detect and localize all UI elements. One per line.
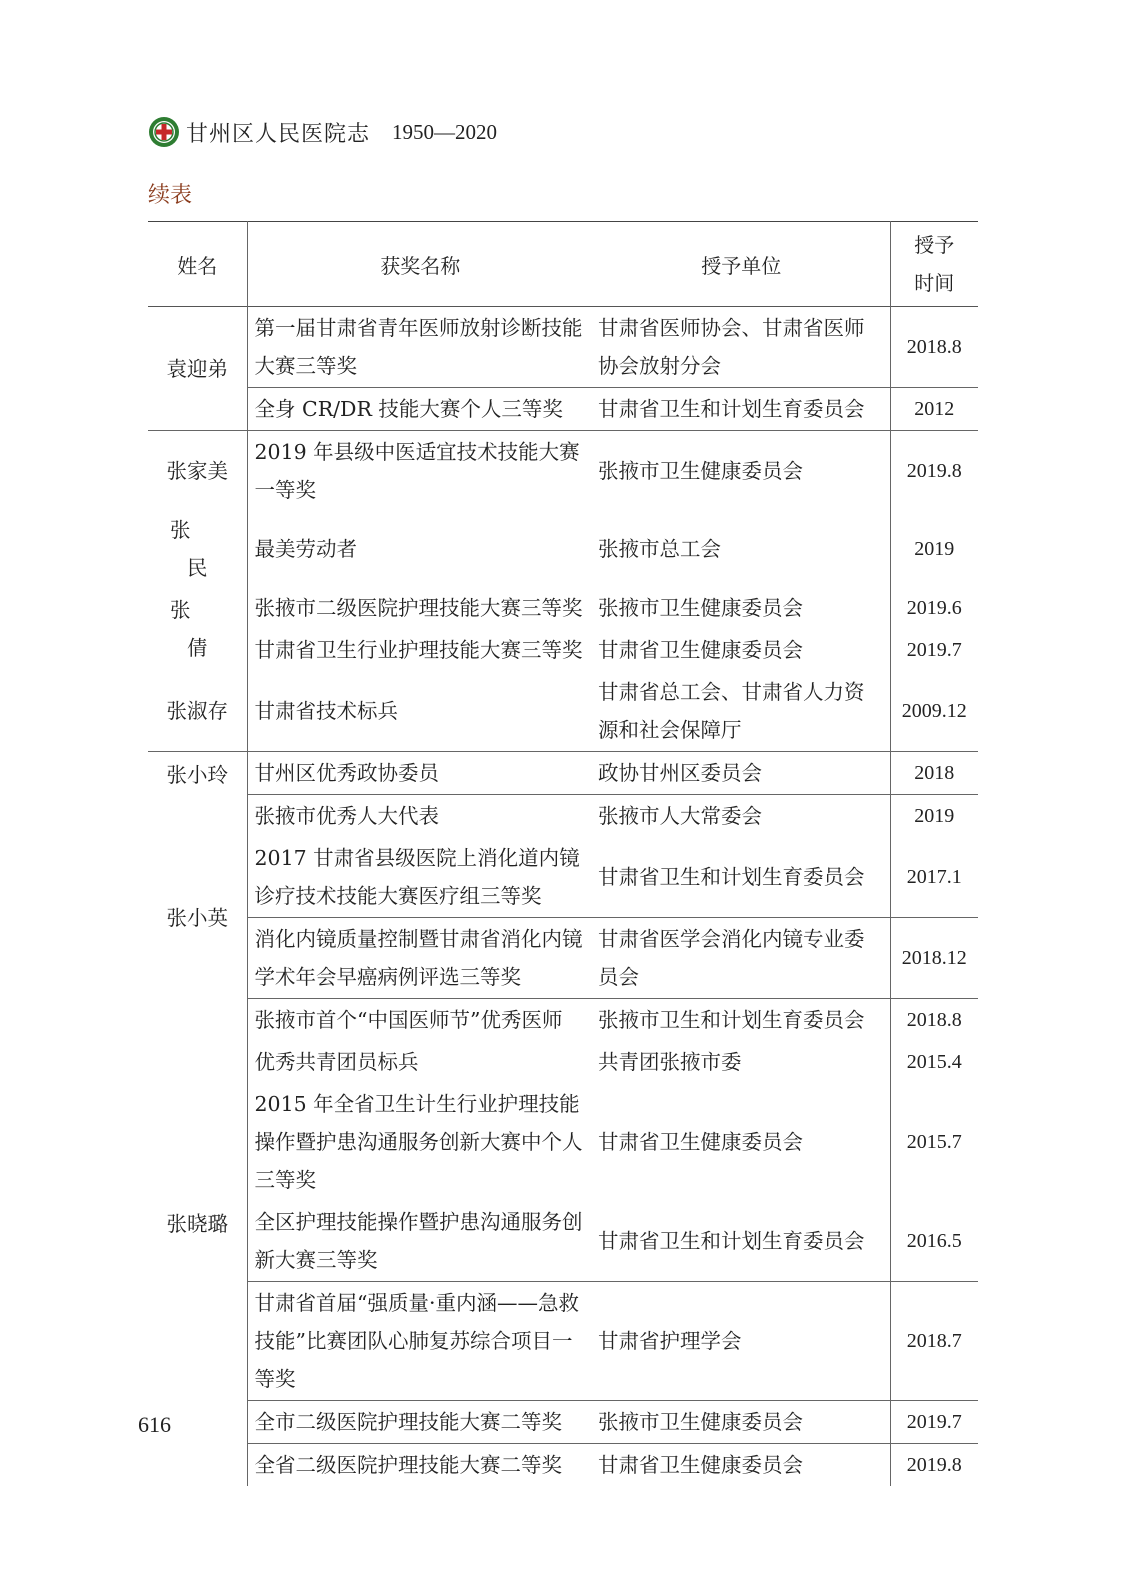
book-title: 甘州区人民医院志 xyxy=(186,121,371,147)
unit-cell: 张掖市卫生健康委员会 xyxy=(593,1401,890,1444)
time-cell: 2018.8 xyxy=(890,999,978,1042)
time-cell: 2019 xyxy=(890,795,978,838)
table-row xyxy=(148,388,978,431)
table-row xyxy=(148,752,978,795)
unit-cell: 甘肃省总工会、甘肃省人力资源和社会保障厅 xyxy=(598,680,865,742)
person-name: 张小玲 xyxy=(148,752,247,838)
time-cell: 2017.1 xyxy=(890,837,978,918)
unit-cell: 张掖市人大常委会 xyxy=(593,795,890,838)
header-name: 姓名 xyxy=(148,222,247,307)
running-header xyxy=(148,114,497,150)
table-row xyxy=(148,795,978,838)
unit-cell: 甘肃省护理学会 xyxy=(593,1282,890,1401)
time-cell: 2019.8 xyxy=(890,431,978,512)
time-cell: 2016.5 xyxy=(890,1201,978,1282)
time-cell: 2018.12 xyxy=(890,918,978,999)
time-cell: 2012 xyxy=(890,388,978,431)
time-cell: 2019.8 xyxy=(890,1444,978,1487)
table-row xyxy=(148,1041,978,1083)
unit-cell: 甘肃省卫生健康委员会 xyxy=(598,638,803,662)
book-years: 1950—2020 xyxy=(392,119,498,144)
unit-cell: 甘肃省卫生和计划生育委员会 xyxy=(598,865,865,889)
award-cell: 张掖市二级医院护理技能大赛三等奖 xyxy=(254,596,583,620)
table-row xyxy=(148,629,978,671)
award-cell: 最美劳动者 xyxy=(254,537,357,561)
person-name: 袁迎弟 xyxy=(148,307,247,431)
award-cell: 甘肃省卫生行业护理技能大赛三等奖 xyxy=(254,638,583,662)
unit-cell: 政协甘州区委员会 xyxy=(593,752,890,795)
award-cell: 张掖市优秀人大代表 xyxy=(247,795,593,838)
header-award: 获奖名称 xyxy=(380,253,461,278)
time-cell: 2019.6 xyxy=(890,587,978,629)
time-cell: 2018.8 xyxy=(890,307,978,388)
award-cell: 全市二级医院护理技能大赛二等奖 xyxy=(247,1401,593,1444)
unit-cell: 甘肃省卫生健康委员会 xyxy=(593,1444,890,1487)
table-row xyxy=(148,1444,978,1487)
award-cell: 甘肃省首届“强质量·重内涵——急救技能”比赛团队心肺复苏综合项目一等奖 xyxy=(247,1282,593,1401)
person-name: 张民 xyxy=(148,511,247,587)
award-cell: 2015 年全省卫生计生行业护理技能操作暨护患沟通服务创新大赛中个人三等奖 xyxy=(254,1092,583,1192)
person-name: 张家美 xyxy=(148,431,247,512)
unit-cell: 甘肃省医师协会、甘肃省医师协会放射分会 xyxy=(598,316,865,378)
award-cell: 全省二级医院护理技能大赛二等奖 xyxy=(247,1444,593,1487)
continued-label: 续表 xyxy=(148,183,193,208)
unit-cell: 甘肃省医学会消化内镜专业委员会 xyxy=(593,918,890,999)
table-row xyxy=(148,307,978,388)
award-cell: 2017 甘肃省县级医院上消化道内镜诊疗技术技能大赛医疗组三等奖 xyxy=(254,846,580,908)
award-cell: 甘肃省技术标兵 xyxy=(254,699,398,723)
awards-table xyxy=(148,221,978,1486)
person-name: 张淑存 xyxy=(148,671,247,752)
award-cell: 第一届甘肃省青年医师放射诊断技能大赛三等奖 xyxy=(254,316,583,378)
unit-cell: 张掖市卫生健康委员会 xyxy=(598,596,803,620)
unit-cell: 张掖市总工会 xyxy=(598,537,721,561)
table-row xyxy=(148,671,978,752)
time-cell: 2019 xyxy=(890,511,978,587)
header-time-line1: 授予 xyxy=(914,233,955,257)
person-name: 张倩 xyxy=(148,587,247,671)
award-cell: 2019 年县级中医适宜技术技能大赛一等奖 xyxy=(247,431,593,512)
table-row xyxy=(148,431,978,512)
table-row xyxy=(148,999,978,1042)
time-cell: 2019.7 xyxy=(890,1401,978,1444)
unit-cell: 甘肃省卫生和计划生育委员会 xyxy=(598,1229,865,1253)
table-row xyxy=(148,1282,978,1401)
time-cell: 2018.7 xyxy=(890,1282,978,1401)
table-row xyxy=(148,918,978,999)
award-cell: 张掖市首个“中国医师节”优秀医师 xyxy=(247,999,593,1042)
hospital-emblem-icon xyxy=(148,116,180,148)
time-cell: 2018 xyxy=(890,752,978,795)
unit-cell: 甘肃省卫生健康委员会 xyxy=(598,1130,803,1154)
person-name: 张小英 xyxy=(148,837,247,999)
header-time-line2: 时间 xyxy=(914,271,955,295)
time-cell: 2019.7 xyxy=(890,629,978,671)
award-cell: 优秀共青团员标兵 xyxy=(254,1050,419,1074)
award-cell: 消化内镜质量控制暨甘肃省消化内镜学术年会早癌病例评选三等奖 xyxy=(247,918,593,999)
unit-cell: 张掖市卫生和计划生育委员会 xyxy=(593,999,890,1042)
page-number: 616 xyxy=(138,1412,171,1437)
table-row xyxy=(148,511,978,587)
award-cell: 甘州区优秀政协委员 xyxy=(247,752,593,795)
unit-cell: 甘肃省卫生和计划生育委员会 xyxy=(593,388,890,431)
header-time xyxy=(890,222,978,307)
award-cell: 全身 CR/DR 技能大赛个人三等奖 xyxy=(247,388,593,431)
table-row xyxy=(148,1083,978,1201)
unit-cell: 共青团张掖市委 xyxy=(598,1050,742,1074)
table-header-row xyxy=(148,222,978,307)
table-row xyxy=(148,837,978,918)
header-unit: 授予单位 xyxy=(701,253,782,278)
award-cell: 全区护理技能操作暨护患沟通服务创新大赛三等奖 xyxy=(254,1210,583,1272)
table-row xyxy=(148,587,978,629)
time-cell: 2015.7 xyxy=(890,1083,978,1201)
time-cell: 2009.12 xyxy=(890,671,978,752)
table-row xyxy=(148,1401,978,1444)
table-row xyxy=(148,1201,978,1282)
person-name: 张晓璐 xyxy=(148,999,247,1487)
time-cell: 2015.4 xyxy=(890,1041,978,1083)
unit-cell: 张掖市卫生健康委员会 xyxy=(593,431,890,512)
